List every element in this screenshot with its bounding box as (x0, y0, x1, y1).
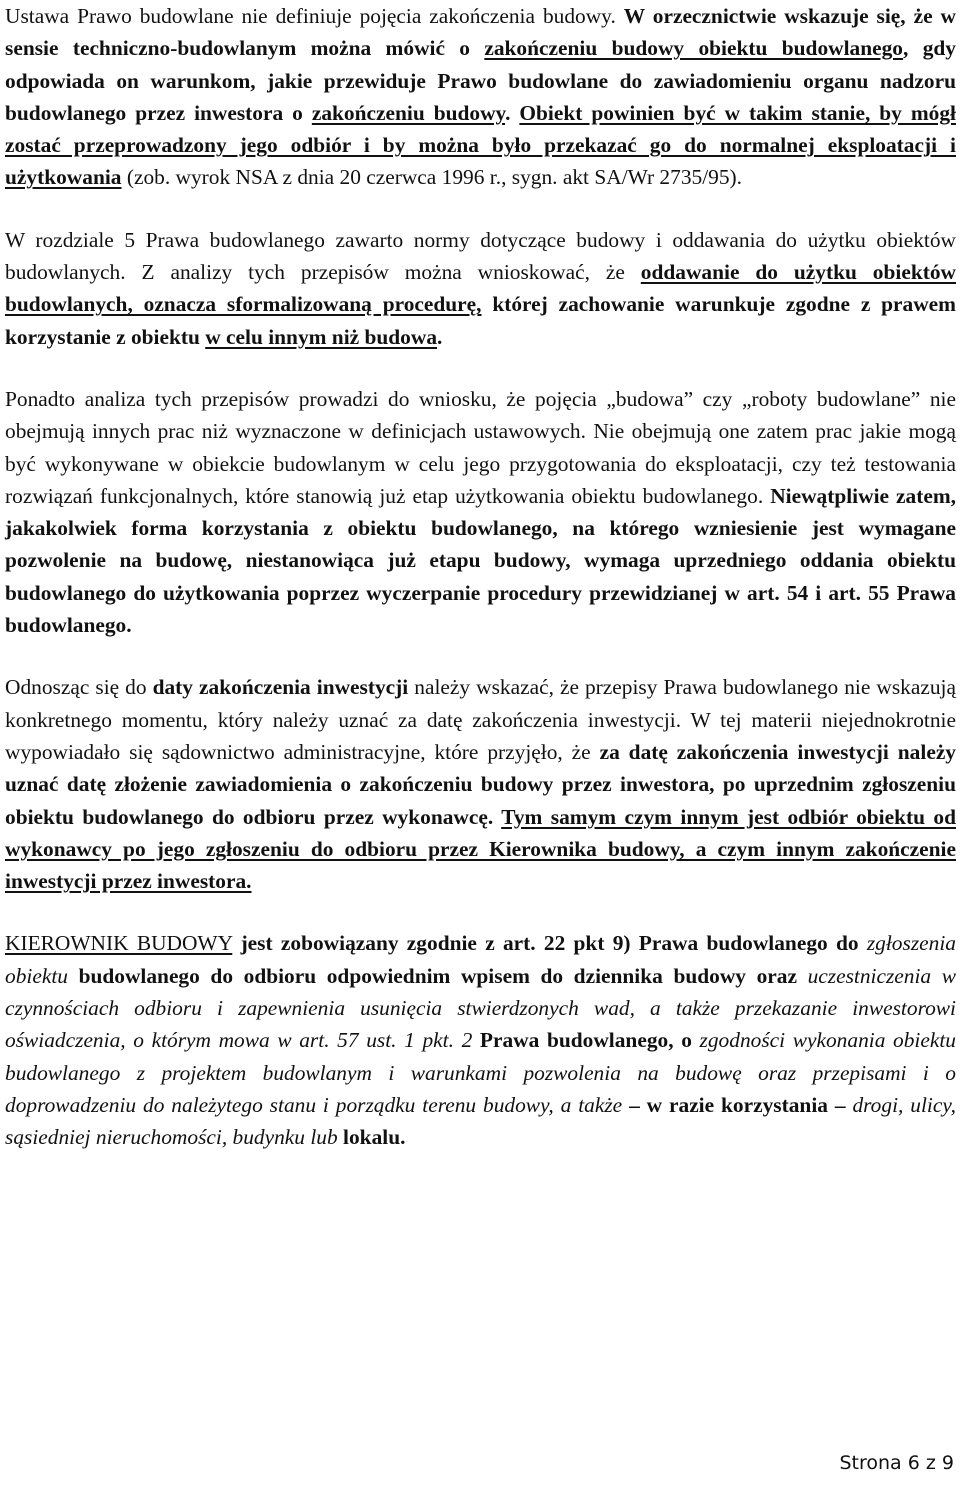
page-label: Strona (839, 1452, 902, 1474)
paragraph-chapter-5 (5, 224, 956, 353)
paragraph-spacer (5, 897, 956, 927)
text-run: Tym samym czym innym jest odbiór obiektu od wykonawcy po jego zgłoszeniu do odbioru przez Kierownika budowy, a czym innym zakończenie inwestycji przez inwestora. (5, 804, 956, 894)
text-run: uczestniczenia w czynnościach odbioru i zapewnienia usunięcia stwierdzonych wad, a także przekazanie inwestorowi oświadczenia, o którym mowa w art. 57 ust. 1 pkt. 2 (5, 963, 956, 1053)
text-run: drogi, ulicy, sąsiedniej nieruchomości, budynku lub (5, 1092, 956, 1150)
text-run: W rozdziale 5 Prawa budowlanego zawarto normy dotyczące budowy i oddawania do użytku obiektów budowlanych. Z analizy tych przepisów można wnioskować, że (5, 227, 956, 285)
text-run: zgodności wykonania obiektu budowlanego z projektem budowlanym i warunkami pozwolenia na budowę oraz przepisami i o doprowadzeniu do należytego stanu i porządku terenu budowy, a także (5, 1028, 956, 1117)
text-run: w celu innym niż budowa (205, 324, 438, 349)
text-run: należy wskazać, że przepisy Prawa budowlanego nie wskazują konkretnego momentu, który należy uznać za datę zakończenia inwestycji. W tej materii niejednokrotnie wypowiadało się sądownictwo administracyjne, które przyjęło, że (5, 675, 956, 764)
page-number (839, 1452, 954, 1474)
paragraph-spacer (5, 641, 956, 671)
paragraph-spacer (5, 353, 956, 383)
text-run (232, 931, 240, 955)
text-run: Prawa budowlanego, o (472, 1028, 700, 1053)
text-run: budowlanego do odbioru odpowiednim wpisem do dziennika budowy oraz (67, 963, 808, 988)
text-run: której zachowanie warunkuje zgodne z prawem korzystanie z obiektu (5, 292, 956, 349)
text-run: zakończeniu budowy (311, 100, 506, 125)
text-run: za datę zakończenia inwestycji należy uznać datę złożenie zawiadomienia o zakończeniu budowy przez inwestora, po uprzednim zgłoszeniu obiektu budowlanego do odbioru przez wykonawcę. (5, 739, 957, 829)
page-total: 9 (941, 1452, 954, 1474)
text-run: . (505, 100, 520, 125)
text-run: lokalu. (337, 1125, 406, 1150)
text-run: (zob. wyrok NSA z dnia 20 czerwca 1996 r., sygn. akt SA/Wr 2735/95). (121, 165, 743, 190)
document-body (5, 0, 956, 1154)
text-run: oddawanie do użytku obiektów budowlanych, oznacza sformalizowaną procedurę, (5, 260, 956, 317)
paragraph-site-manager-duties (5, 927, 956, 1153)
text-run: Niewątpliwie zatem, jakakolwiek forma korzystania z obiektu budowlanego, na którego wzniesienie jest wymagane pozwolenie na budowę, niestanowiąca już etapu budowy, wymaga uprzedniego oddania obiektu budowlanego do użytkowania poprzez wyczerpanie procedury przewidzianej w art. 54 i art. 55 Prawa budowlanego. (5, 483, 956, 638)
text-run: , gdy odpowiada on warunkom, jakie przewiduje Prawo budowlane do zawiadomieniu organu nadzoru budowlanego przez inwestora o (5, 36, 956, 125)
text-run: Obiekt powinien być w takim stanie, by mógł zostać przeprowadzony jego odbiór i by można było przekazać go do normalnej eksploatacji i użytkowania (5, 100, 956, 190)
text-run: W orzecznictwie wskazuje się, że w sensie techniczno-budowlanym można mówić o (5, 4, 956, 61)
text-run: jest zobowiązany zgodnie z art. 22 pkt 9) Prawa budowlanego do (240, 931, 867, 956)
paragraph-spacer (5, 194, 956, 224)
text-run: Ustawa Prawo budowlane nie definiuje pojęcia zakończenia budowy. (5, 4, 624, 28)
text-run: zakończeniu budowy obiektu budowlanego (484, 36, 904, 61)
text-run: KIEROWNIK BUDOWY (5, 931, 233, 956)
text-run: Ponadto analiza tych przepisów prowadzi do wniosku, że pojęcia „budowa” czy „roboty budowlane” nie obejmują innych prac niż wyznaczone w definicjach ustawowych. Nie obejmują one zatem prac jakie mogą być wykonywane w obiekcie budowlanym w celu jego przygotowania do eksploatacji, czy też testowania rozwiązań funkcjonalnych, które stanowią już etap użytkowania obiektu budowlanego. (5, 386, 956, 508)
page-of-label: z (925, 1452, 936, 1474)
paragraph-definitions-analysis (5, 383, 956, 641)
text-run: daty zakończenia inwestycji (152, 675, 409, 700)
text-run: – w razie korzystania – (622, 1092, 853, 1117)
text-run: zgłoszenia obiektu (5, 931, 956, 988)
text-run: Odnosząc się do (5, 675, 153, 700)
text-run: . (437, 324, 443, 349)
page-current: 6 (907, 1452, 920, 1474)
paragraph-completion-definition (5, 0, 956, 194)
paragraph-investment-completion-date (5, 671, 956, 897)
